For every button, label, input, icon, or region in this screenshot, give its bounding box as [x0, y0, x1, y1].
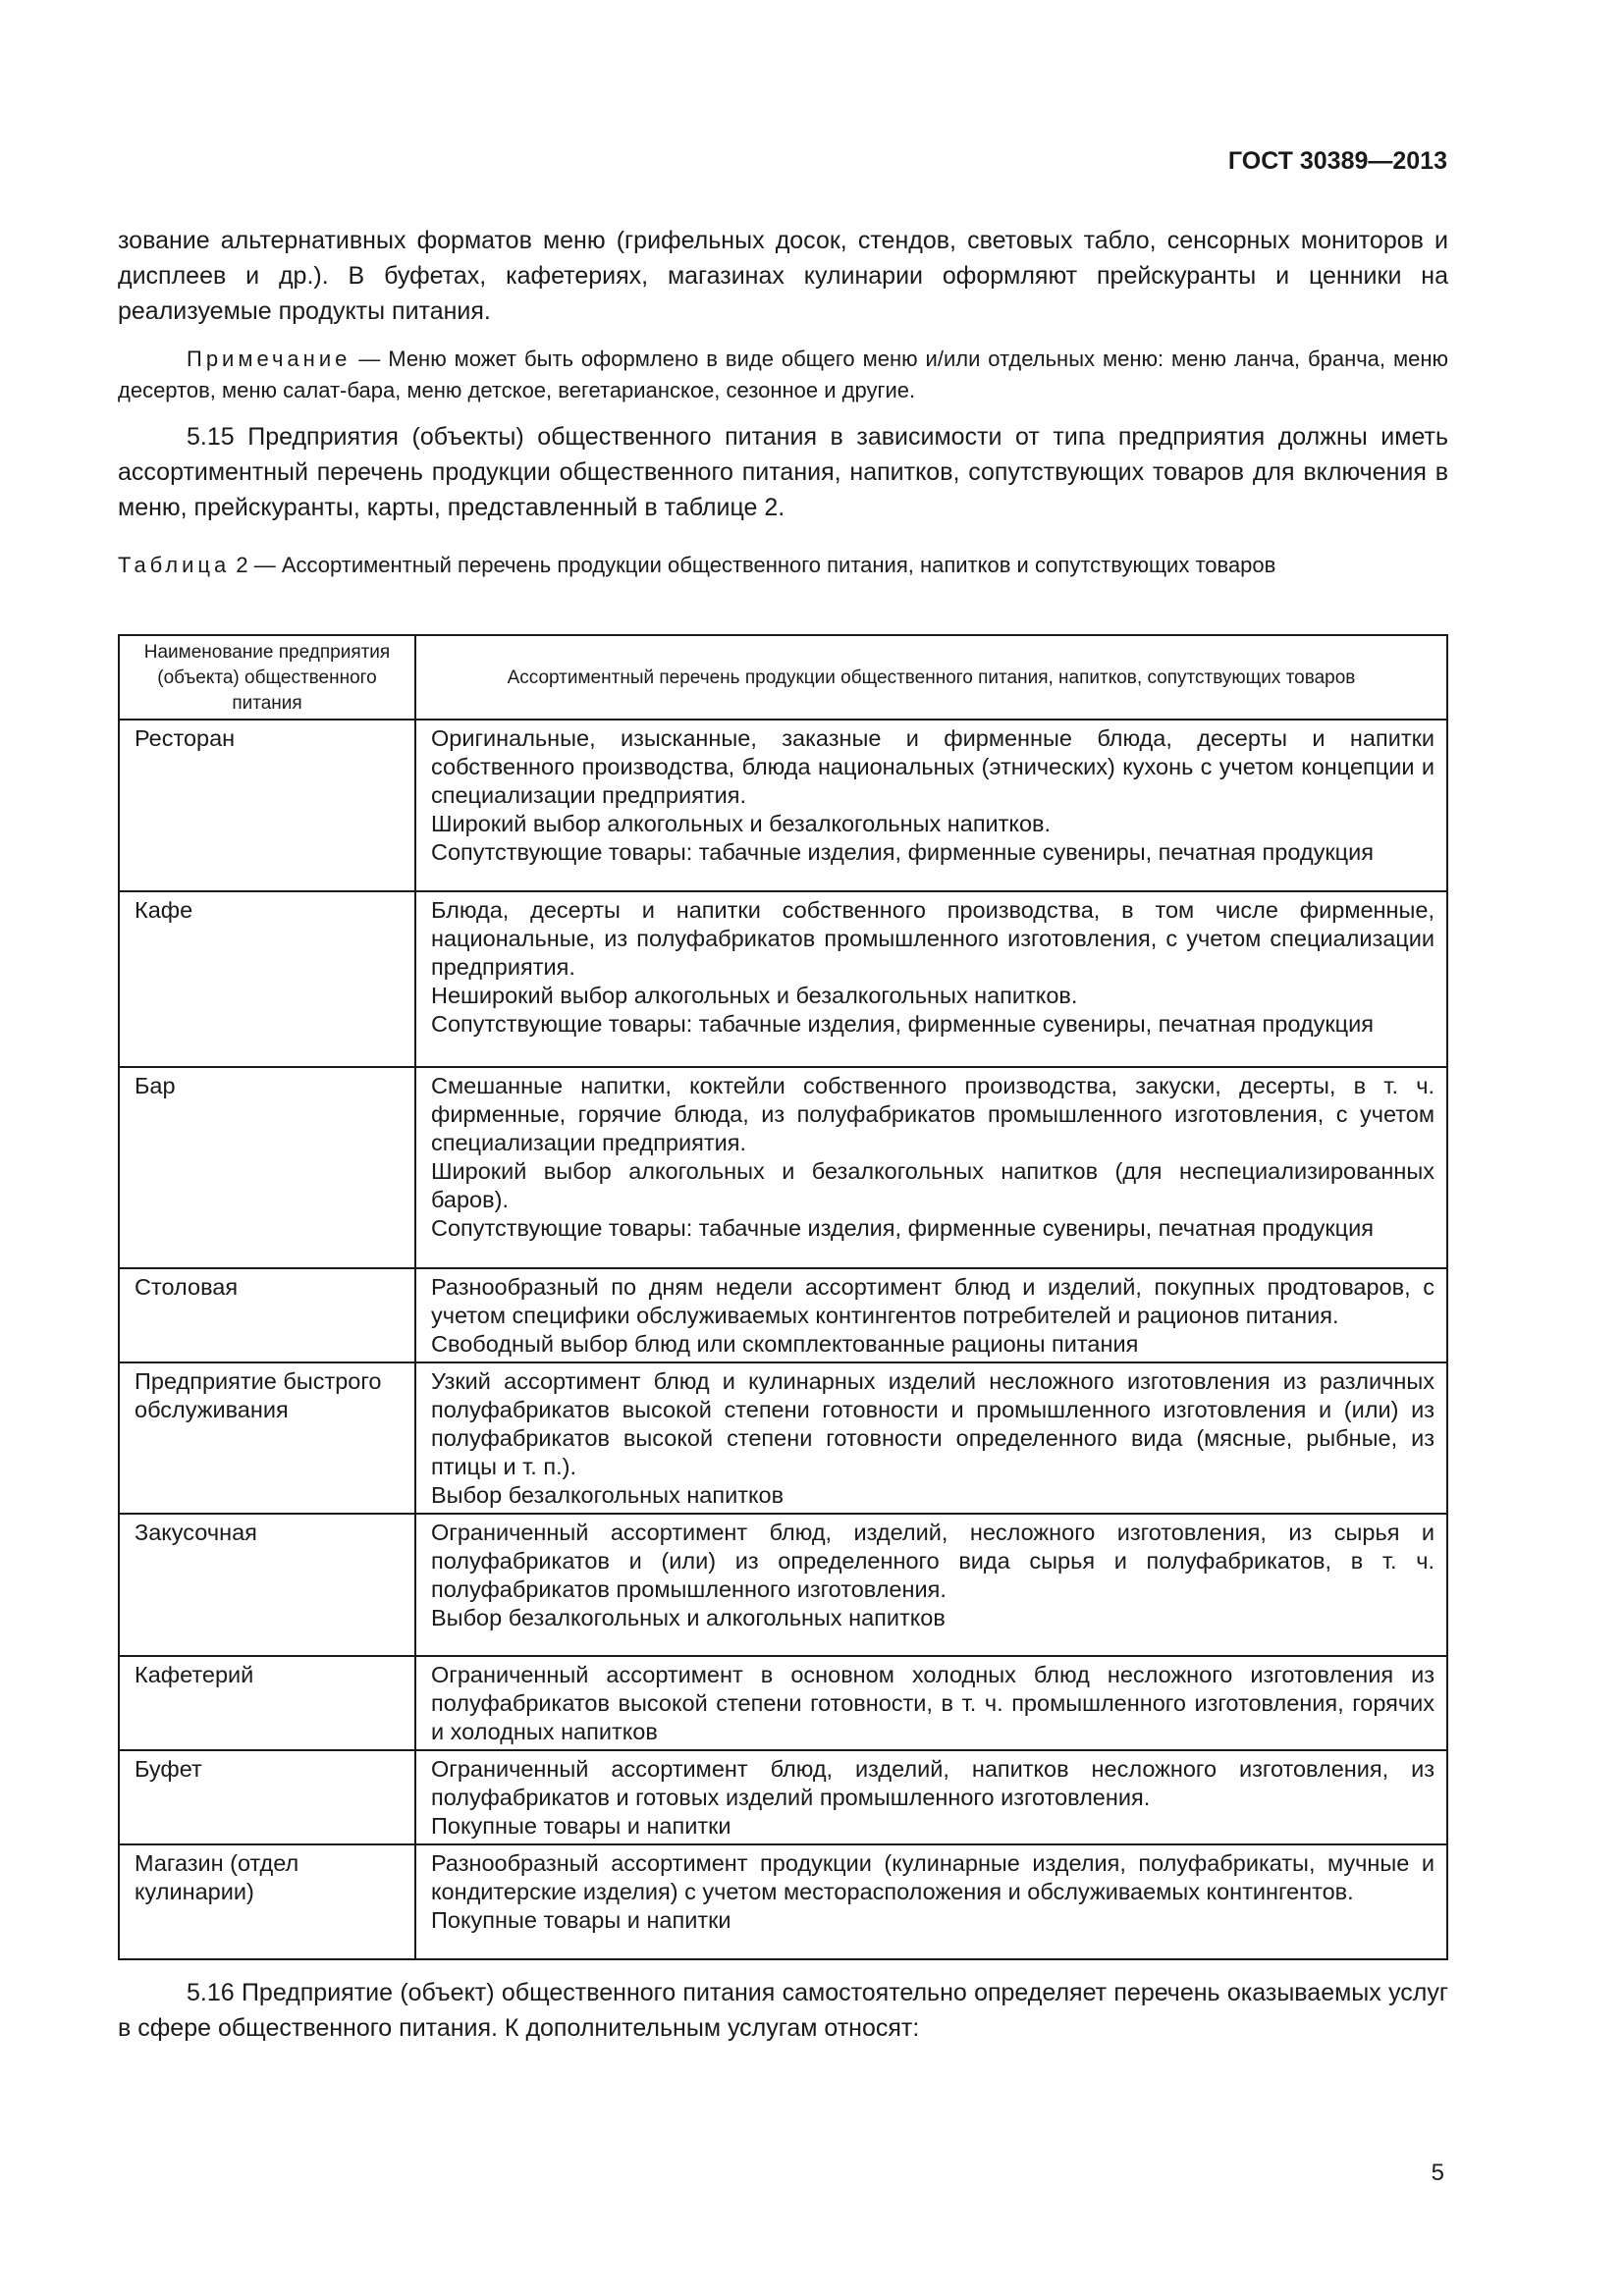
table-row: [119, 1844, 1447, 1959]
assortment-line: Смешанные напитки, коктейли собственного производства, закуски, десерты, в т. ч. фирменные, горячие блюда, из полуфабрикатов промышленного изготовления, с учетом специализации предприятия.: [431, 1073, 1435, 1155]
section-5-16: [118, 1975, 1448, 2046]
assortment-description: [415, 891, 1447, 1067]
assortment-line: Ограниченный ассортимент в основном холодных блюд несложного изготовления из полуфабрикатов высокой степени готовности, в т. ч. промышленного изготовления, горячих и холодных напитков: [431, 1662, 1435, 1744]
assortment-description: [415, 1514, 1447, 1656]
assortment-line: Широкий выбор алкогольных и безалкогольных напитков.: [431, 811, 1052, 836]
assortment-line: Сопутствующие товары: табачные изделия, фирменные сувениры, печатная продукция: [431, 839, 1374, 865]
table-header-row: [119, 635, 1447, 720]
establishment-name: Магазин (отдел кулинарии): [119, 1844, 415, 1959]
assortment-line: Оригинальные, изысканные, заказные и фирменные блюда, десерты и напитки собственного производства, блюда национальных (этнических) кухонь с учетом концепции и специализации предприятия.: [431, 725, 1435, 808]
table-caption-text: 2 — Ассортиментный перечень продукции общественного питания, напитков и сопутствующих товаров: [230, 553, 1276, 577]
assortment-line: Разнообразный по дням недели ассортимент блюд и изделий, покупных продтоваров, с учетом специфики обслуживаемых контингентов потребителей и рационов питания.: [431, 1274, 1435, 1328]
establishment-name: Предприятие быстрого обслуживания: [119, 1362, 415, 1514]
header-establishment: Наименование предприятия (объекта) общественного питания: [119, 635, 415, 720]
assortment-line: Сопутствующие товары: табачные изделия, фирменные сувениры, печатная продукция: [431, 1011, 1374, 1037]
table-body: [119, 720, 1447, 1959]
establishment-name: Буфет: [119, 1750, 415, 1844]
establishment-name: Кафе: [119, 891, 415, 1067]
assortment-line: Разнообразный ассортимент продукции (кулинарные изделия, полуфабрикаты, мучные и кондитерские изделия) с учетом месторасположения и обслуживаемых контингентов.: [431, 1850, 1435, 1904]
establishment-name: Ресторан: [119, 720, 415, 891]
assortment-line: Покупные товары и напитки: [431, 1907, 731, 1933]
assortment-line: Выбор безалкогольных напитков: [431, 1482, 785, 1508]
table-row: [119, 1268, 1447, 1362]
assortment-description: [415, 1067, 1447, 1268]
table-caption-label: Таблица: [118, 553, 231, 577]
assortment-line: Широкий выбор алкогольных и безалкогольных напитков (для неспециализированных баров).: [431, 1158, 1435, 1212]
header-assortment: Ассортиментный перечень продукции общественного питания, напитков, сопутствующих товаров: [415, 635, 1447, 720]
assortment-line: Ограниченный ассортимент блюд, изделий, напитков несложного изготовления, из полуфабрикатов и готовых изделий промышленного изготовления.: [431, 1756, 1435, 1810]
table-row: [119, 720, 1447, 891]
section-5-16-text: 5.16 Предприятие (объект) общественного питания самостоятельно определяет перечень оказываемых услуг в сфере общественного питания. К дополнительным услугам относят:: [118, 1979, 1448, 2042]
section-5-15: [118, 419, 1448, 525]
assortment-description: [415, 1750, 1447, 1844]
note-label: Примечание: [187, 347, 352, 371]
table-caption: [118, 550, 1448, 580]
page-number: 5: [1431, 2160, 1444, 2186]
assortment-line: Узкий ассортимент блюд и кулинарных изделий несложного изготовления из различных полуфабрикатов высокой степени готовности и промышленного изготовления и (или) из полуфабрикатов высокой степени готовности определенного вида (мясные, рыбные, из птицы и т. п.).: [431, 1368, 1435, 1479]
intro-paragraph: [118, 223, 1448, 329]
assortment-line: Сопутствующие товары: табачные изделия, фирменные сувениры, печатная продукция: [431, 1215, 1374, 1241]
assortment-description: [415, 1362, 1447, 1514]
table-row: [119, 1362, 1447, 1514]
intro-text: зование альтернативных форматов меню (грифельных досок, стендов, световых табло, сенсорных мониторов и дисплеев и др.). В буфетах, кафетериях, магазинах кулинарии оформляют прейскуранты и ценники на реализуемые продукты питания.: [118, 227, 1448, 325]
section-5-15-text: 5.15 Предприятия (объекты) общественного питания в зависимости от типа предприятия должны иметь ассортиментный перечень продукции общественного питания, напитков, сопутствующих товаров для включения в меню, прейскуранты, карты, представленный в таблице 2.: [118, 423, 1448, 521]
note-block: [118, 344, 1448, 406]
table-row: [119, 1750, 1447, 1844]
table-row: [119, 1067, 1447, 1268]
assortment-description: [415, 720, 1447, 891]
establishment-name: Столовая: [119, 1268, 415, 1362]
assortment-description: [415, 1844, 1447, 1959]
assortment-line: Свободный выбор блюд или скомплектованные рационы питания: [431, 1331, 1139, 1357]
assortment-table: [118, 634, 1448, 1960]
establishment-name: Закусочная: [119, 1514, 415, 1656]
note-text: — Меню может быть оформлено в виде общего меню и/или отдельных меню: меню ланча, бранча, меню десертов, меню салат-бара, меню детское, вегетарианское, сезонное и другие.: [118, 347, 1448, 402]
document-code: ГОСТ 30389—2013: [1227, 147, 1447, 175]
assortment-description: [415, 1656, 1447, 1750]
assortment-line: Блюда, десерты и напитки собственного производства, в том числе фирменные, национальные, из полуфабрикатов промышленного изготовления, с учетом специализации предприятия.: [431, 897, 1435, 980]
assortment-line: Ограниченный ассортимент блюд, изделий, несложного изготовления, из сырья и полуфабрикатов и (или) из определенного вида сырья и полуфабрикатов, в т. ч. полуфабрикатов промышленного изготовления.: [431, 1520, 1435, 1602]
assortment-line: Неширокий выбор алкогольных и безалкогольных напитков.: [431, 983, 1078, 1008]
table-row: [119, 891, 1447, 1067]
assortment-line: Покупные товары и напитки: [431, 1813, 731, 1839]
assortment-line: Выбор безалкогольных и алкогольных напитков: [431, 1605, 946, 1630]
table-row: [119, 1514, 1447, 1656]
table-row: [119, 1656, 1447, 1750]
establishment-name: Бар: [119, 1067, 415, 1268]
establishment-name: Кафетерий: [119, 1656, 415, 1750]
assortment-description: [415, 1268, 1447, 1362]
